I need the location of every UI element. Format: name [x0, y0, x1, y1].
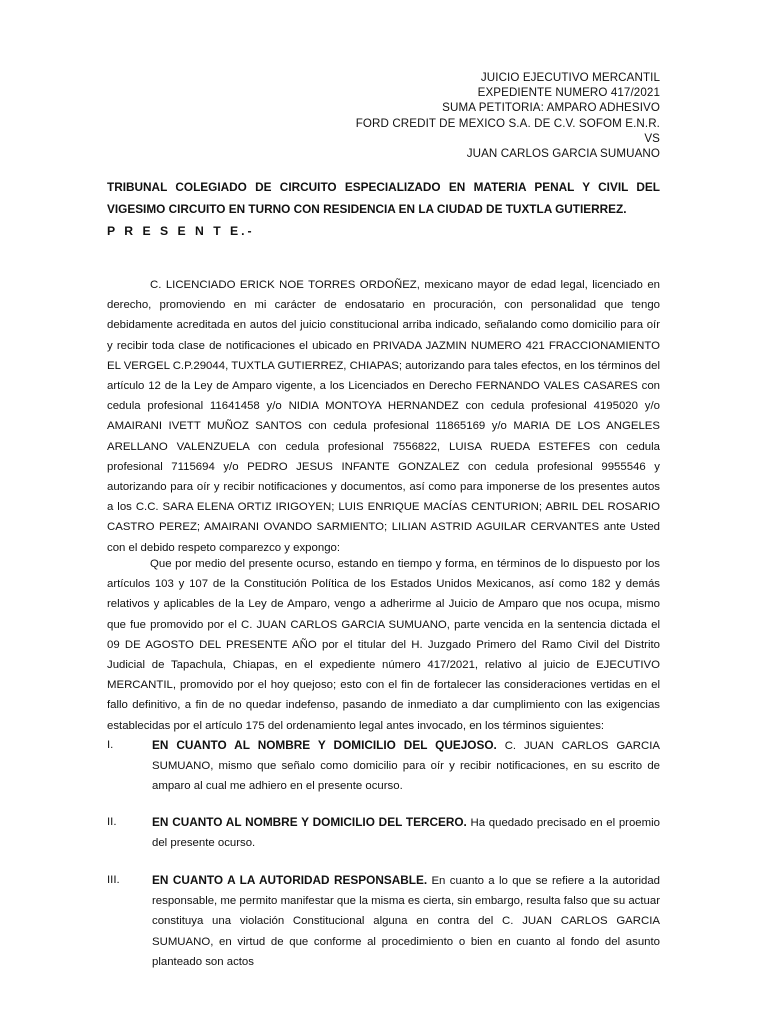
list-item-number: I. — [107, 739, 114, 751]
court-addressee: TRIBUNAL COLEGIADO DE CIRCUITO ESPECIALIZADO EN MATERIA PENAL Y CIVIL DEL VIGESIMO CIRCUITO EN TURNO CON RESIDENCIA EN LA CIUDAD DE TUXTLA GUTIERREZ. — [107, 180, 660, 216]
paragraph-introduction: C. LICENCIADO ERICK NOE TORRES ORDOÑEZ, mexicano mayor de edad legal, licenciado en derecho, promoviendo en mi carácter de endosatario en procuración, con personalidad que tengo debidamente acreditada en autos del juicio constitucional arriba indicado, señalando como domicilio para oír y recibir toda clase de notificaciones el ubicado en PRIVADA JAZMIN NUMERO 421 FRACCIONAMIENTO EL VERGEL C.P.29044, TUXTLA GUTIERREZ, CHIAPAS; autorizando para tales efectos, en los términos del artículo 12 de la Ley de Amparo vigente, a los Licenciados en Derecho FERNANDO VALES CASARES con cedula profesional 11641458 y/o NIDIA MONTOYA HERNANDEZ con cedula profesional 4195020 y/o AMAIRANI IVETT MUÑOZ SANTOS con cedula profesional 11865169 y/o MARIA DE LOS ANGELES ARELLANO VALENZUELA con cedula profesional 7556822, LUISA RUEDA ESTEFES con cedula profesional 7115694 y/o PEDRO JESUS INFANTE GONZALEZ con cedula profesional 9955546 y autorizando para oír y recibir notificaciones y documentos, así como para imponerse de los presentes autos a los C.C. SARA ELENA ORTIZ IRIGOYEN; LUIS ENRIQUE MACÍAS CENTURION; ABRIL DEL ROSARIO CASTRO PEREZ; AMAIRANI OVANDO SARMIENTO; LILIAN ASTRID AGUILAR CERVANTES ante Usted con el debido respeto comparezco y expongo: — [107, 279, 660, 554]
list-item-heading: EN CUANTO AL NOMBRE Y DOMICILIO DEL TERCERO. — [152, 815, 467, 829]
versus-label: VS — [644, 131, 660, 145]
list-item-text: C. JUAN CARLOS GARCIA SUMUANO, mismo que señalo como domicilio para oír y recibir notificaciones, en su escrito de amparo al cual me adhiero en el presente ocurso. — [152, 740, 660, 793]
petition-summary: SUMA PETITORIA: AMPARO ADHESIVO — [442, 101, 660, 115]
list-item-text: Ha quedado precisado en el proemio del presente ocurso. — [152, 817, 660, 850]
list-item-tercero — [107, 812, 660, 853]
paragraph-adhesion: Que por medio del presente ocurso, estando en tiempo y forma, en términos de lo dispuesto por los artículos 103 y 107 de la Constitución Política de los Estados Unidos Mexicanos, así como 182 y demás relativos y aplicables de la Ley de Amparo, vengo a adherirme al Juicio de Amparo que nos ocupa, mismo que fue promovido por el C. JUAN CARLOS GARCIA SUMUANO, parte vencida en la sentencia dictada el 09 DE AGOSTO DEL PRESENTE AÑO por el titular del H. Juzgado Primero del Ramo Civil del Distrito Judicial de Tapachula, Chiapas, en el expediente número 417/2021, relativo al juicio de EJECUTIVO MERCANTIL, promovido por el hoy quejoso; esto con el fin de fortalecer las consideraciones vertidas en el fallo definitivo, a fin de no quedar indefenso, pasando de inmediato a dar cumplimiento con las exigencias establecidas por el artículo 175 del ordenamiento legal antes invocado, en los términos siguientes: — [107, 558, 660, 732]
case-number: EXPEDIENTE NUMERO 417/2021 — [477, 86, 660, 100]
defendant-name: JUAN CARLOS GARCIA SUMUANO — [466, 147, 660, 161]
case-header — [356, 70, 660, 161]
list-item-heading: EN CUANTO A LA AUTORIDAD RESPONSABLE. — [152, 873, 428, 887]
plaintiff-name: FORD CREDIT DE MEXICO S.A. DE C.V. SOFOM E.N.R. — [355, 116, 660, 130]
presente-heading: P R E S E N T E.- — [107, 224, 255, 238]
list-item-number: II. — [107, 816, 117, 828]
list-item-number: III. — [107, 874, 120, 886]
list-item-text: En cuanto a lo que se refiere a la autoridad responsable, me permito manifestar que la misma es cierta, sin embargo, resulta falso que su actuar constituya una violación Constitucional alguna en contra del C. JUAN CARLOS GARCIA SUMUANO, en virtud de que conforme al procedimiento o bien en cuanto al fondo del asunto planteado son actos — [152, 875, 661, 968]
case-type: JUICIO EJECUTIVO MERCANTIL — [480, 71, 660, 84]
list-item-quejoso — [107, 735, 660, 797]
list-item-heading: EN CUANTO AL NOMBRE Y DOMICILIO DEL QUEJOSO. — [152, 738, 497, 752]
list-item-autoridad — [107, 870, 660, 972]
